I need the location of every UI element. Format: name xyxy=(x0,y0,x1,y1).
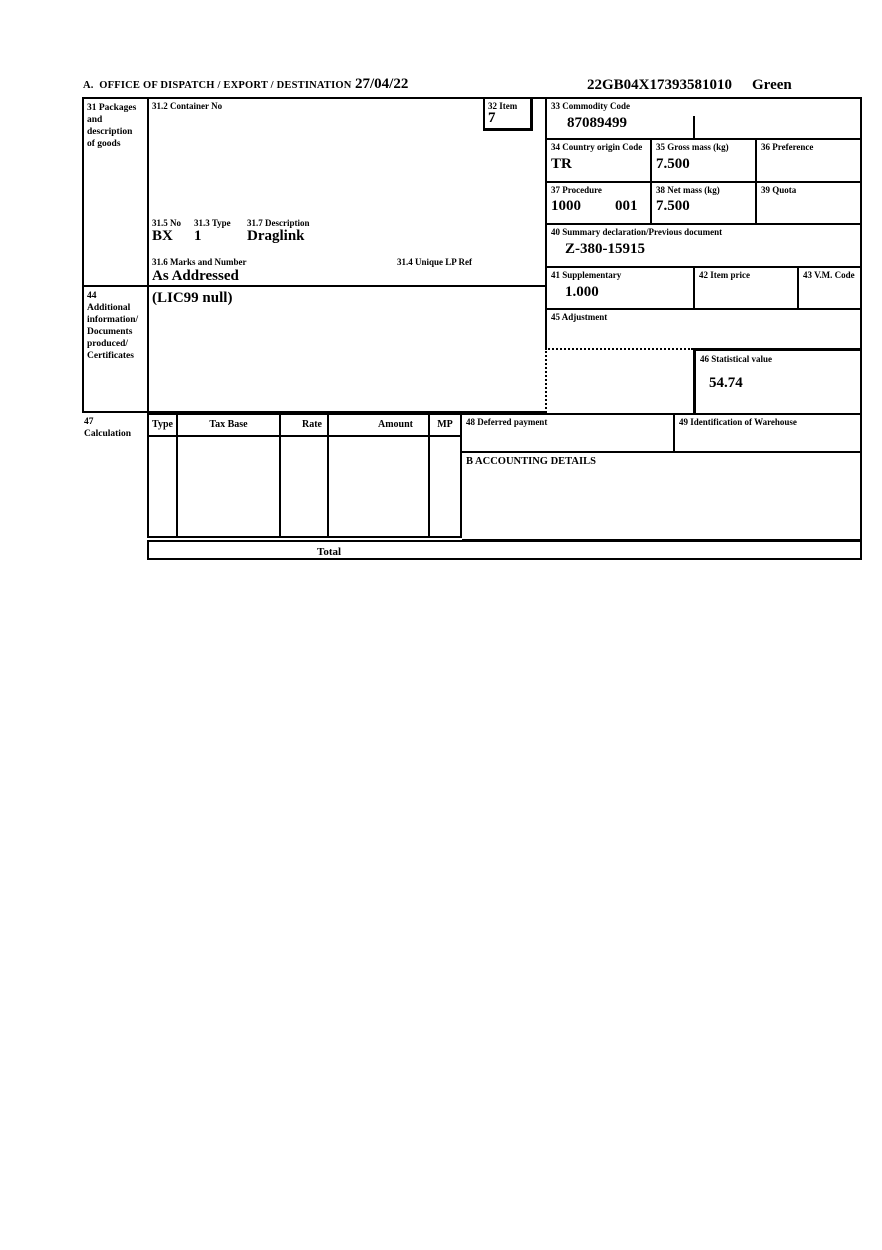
box31-packages-area xyxy=(147,97,545,287)
box37-procedure xyxy=(545,183,650,225)
mrn-value: 22GB04X17393581010 xyxy=(587,77,733,93)
section-b-accounting-details xyxy=(462,453,862,541)
box34-country-origin xyxy=(545,140,650,183)
mrn-line xyxy=(587,77,792,94)
box39-quota xyxy=(755,183,862,225)
box44-side-label xyxy=(82,287,147,413)
box44-additional-info-area xyxy=(147,287,545,413)
column-header: Amount xyxy=(329,415,428,437)
package-type-value: 1 xyxy=(194,228,202,244)
container-no-label: 31.2 Container No xyxy=(152,101,223,111)
label-line: produced/ xyxy=(87,339,129,349)
box43-vm-code xyxy=(797,268,862,310)
box48-deferred-payment xyxy=(462,413,673,453)
box33-commodity-code xyxy=(545,97,862,140)
commodity-code-divider xyxy=(693,116,695,140)
table-column-tax-base xyxy=(178,415,281,536)
gross-mass-value: 7.500 xyxy=(656,156,690,172)
package-no-value: BX xyxy=(152,228,173,244)
statistical-value-value: 54.74 xyxy=(709,375,743,391)
table-column-amount xyxy=(329,415,430,536)
item-number-value: 7 xyxy=(488,110,496,126)
quota-label: 39 Quota xyxy=(761,185,797,195)
label-line: and xyxy=(87,115,103,125)
box46-statistical-value xyxy=(693,348,862,413)
goods-description-label: 31.7 Description xyxy=(247,218,310,228)
deferred-payment-label: 48 Deferred payment xyxy=(466,417,548,427)
supplementary-label: 41 Supplementary xyxy=(551,270,622,280)
package-type-label: 31.3 Type xyxy=(194,218,231,228)
summary-declaration-label: 40 Summary declaration/Previous document xyxy=(551,227,723,237)
column-header: MP xyxy=(430,415,460,437)
label-line: 31 Packages xyxy=(87,103,137,113)
procedure-value: 1000 xyxy=(551,198,581,214)
box32-item xyxy=(483,99,533,131)
calculation-total-row xyxy=(147,540,862,560)
box49-warehouse-id xyxy=(673,413,862,453)
warehouse-id-label: 49 Identification of Warehouse xyxy=(679,417,797,427)
column-header: Type xyxy=(149,415,176,437)
box42-item-price xyxy=(693,268,797,310)
table-column-type xyxy=(149,415,178,536)
box35-gross-mass xyxy=(650,140,755,183)
net-mass-label: 38 Net mass (kg) xyxy=(656,185,720,195)
marks-and-number-value: As Addressed xyxy=(152,268,239,284)
column-header: Tax Base xyxy=(178,415,279,437)
label-line: of goods xyxy=(87,139,121,149)
box36-preference xyxy=(755,140,862,183)
box38-net-mass xyxy=(650,183,755,225)
label-line: Documents xyxy=(87,327,133,337)
total-label: Total xyxy=(317,546,342,558)
box47-side-label xyxy=(84,416,146,440)
unique-lp-ref-label: 31.4 Unique LP Ref xyxy=(397,257,473,267)
declaration-date: 27/04/22 xyxy=(355,76,409,92)
item-label: 32 Item xyxy=(488,101,518,111)
label-line: information/ xyxy=(87,315,139,325)
summary-declaration-value: Z-380-15915 xyxy=(565,241,645,257)
label-line: Certificates xyxy=(87,351,134,361)
commodity-code-label: 33 Commodity Code xyxy=(551,101,630,111)
label-line: description xyxy=(87,127,133,137)
goods-description-value: Draglink xyxy=(247,228,305,244)
commodity-code-value: 87089499 xyxy=(567,115,627,131)
accounting-details-label: B ACCOUNTING DETAILS xyxy=(466,456,596,467)
box45-adjustment xyxy=(545,310,862,348)
country-origin-label: 34 Country origin Code xyxy=(551,142,643,152)
country-origin-value: TR xyxy=(551,156,572,172)
item-price-label: 42 Item price xyxy=(699,270,750,280)
table-column-mp xyxy=(430,415,460,536)
table-column-rate xyxy=(281,415,329,536)
procedure-extra-value: 001 xyxy=(615,198,638,214)
column-header: Rate xyxy=(281,415,327,437)
box40-summary-declaration xyxy=(545,225,862,268)
label-line: Calculation xyxy=(84,429,131,439)
label-line: Additional xyxy=(87,303,131,313)
statistical-value-label: 46 Statistical value xyxy=(700,354,772,364)
net-mass-value: 7.500 xyxy=(656,198,690,214)
label-line: 47 xyxy=(84,417,94,427)
additional-info-value: (LIC99 null) xyxy=(152,290,233,306)
box31-side-label xyxy=(82,97,147,287)
preference-label: 36 Preference xyxy=(761,142,814,152)
calculation-table xyxy=(147,413,462,538)
supplementary-value: 1.000 xyxy=(565,284,599,300)
routing-status: Green xyxy=(752,77,792,93)
gross-mass-label: 35 Gross mass (kg) xyxy=(656,142,729,152)
adjustment-label: 45 Adjustment xyxy=(551,312,608,322)
box41-supplementary xyxy=(545,268,693,310)
marks-and-number-label: 31.6 Marks and Number xyxy=(152,257,247,267)
package-no-label: 31.5 No xyxy=(152,218,181,228)
procedure-label: 37 Procedure xyxy=(551,185,602,195)
dotted-continuation-area xyxy=(545,348,693,413)
vm-code-label: 43 V.M. Code xyxy=(803,270,855,280)
office-of-dispatch-header: A. OFFICE OF DISPATCH / EXPORT / DESTINATION xyxy=(83,80,352,91)
label-line: 44 xyxy=(87,291,97,301)
